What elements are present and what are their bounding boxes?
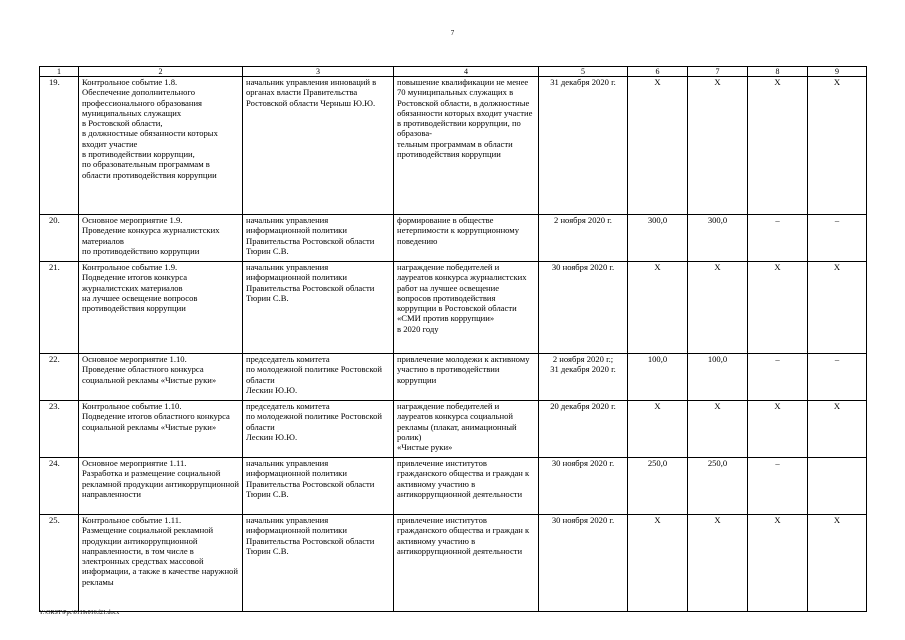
header-cell: 3 [243,67,394,77]
value-cell: 300,0 [628,215,688,262]
value-cell: X [628,77,688,215]
value-cell: X [808,262,867,354]
date-cell: 31 декабря 2020 г. [539,77,628,215]
value-cell: X [628,262,688,354]
responsible-cell: председатель комитета по молодежной политике Ростовской области Лескин Ю.Ю. [243,401,394,458]
responsible-cell: начальник управления информационной политики Правительства Ростовской области Тюрин С.В. [243,458,394,515]
header-cell: 7 [688,67,748,77]
result-cell: привлечение институтов гражданского общества и граждан к активному участию в антикоррупционной деятельности [394,458,539,515]
value-cell: – [748,215,808,262]
result-cell: привлечение молодежи к активному участию в противодействии коррупции [394,354,539,401]
result-cell: повышение квалификации не менее 70 муниципальных служащих в Ростовской области, в должностные обязанности которых входит участие в противодействии коррупции, по образова- тельным программам в области противодействия коррупции [394,77,539,215]
header-cell: 6 [628,67,688,77]
value-cell: – [748,354,808,401]
value-cell: X [688,515,748,612]
row-number: 23. [40,401,79,458]
table-row [40,458,867,515]
value-cell: X [748,77,808,215]
header-cell: 1 [40,67,79,77]
value-cell: X [628,515,688,612]
row-number: 21. [40,262,79,354]
table-row [40,215,867,262]
header-cell: 9 [808,67,867,77]
value-cell: X [688,77,748,215]
measures-table [39,66,867,612]
date-cell: 30 ноября 2020 г. [539,262,628,354]
value-cell: X [808,77,867,215]
responsible-cell: начальник управления информационной политики Правительства Ростовской области Тюрин С.В. [243,262,394,354]
value-cell: X [748,515,808,612]
result-cell: привлечение институтов гражданского общества и граждан к активному участию в антикоррупционной деятельности [394,515,539,612]
value-cell: X [688,401,748,458]
date-cell: 2 ноября 2020 г.; 31 декабря 2020 г. [539,354,628,401]
table-row [40,354,867,401]
table-row [40,262,867,354]
header-cell: 8 [748,67,808,77]
responsible-cell: председатель комитета по молодежной политике Ростовской области Лескин Ю.Ю. [243,354,394,401]
value-cell: – [808,215,867,262]
date-cell: 2 ноября 2020 г. [539,215,628,262]
value-cell [808,458,867,515]
date-cell: 30 ноября 2020 г. [539,515,628,612]
table-header-row [40,67,867,77]
result-cell: формирование в обществе нетерпимости к коррупционному поведению [394,215,539,262]
value-cell: X [688,262,748,354]
value-cell: 100,0 [628,354,688,401]
value-cell: 250,0 [628,458,688,515]
page-number: 7 [450,29,455,37]
responsible-cell: начальник управления информационной политики Правительства Ростовской области Тюрин С.В. [243,215,394,262]
event-cell: Контрольное событие 1.11. Размещение социальной рекламной продукции антикоррупционной направленности, в том числе в электронных средствах массовой информации, а также в качестве наружной рекламы [79,515,243,612]
table-row [40,77,867,215]
value-cell: X [808,401,867,458]
event-cell: Основное мероприятие 1.9. Проведение конкурса журналистских материалов по противодействию коррупции [79,215,243,262]
value-cell: X [748,262,808,354]
date-cell: 30 ноября 2020 г. [539,458,628,515]
value-cell: X [748,401,808,458]
event-cell: Основное мероприятие 1.10. Проведение областного конкурса социальной рекламы «Чистые руки» [79,354,243,401]
value-cell: X [628,401,688,458]
value-cell: 300,0 [688,215,748,262]
row-number: 19. [40,77,79,215]
row-number: 25. [40,515,79,612]
event-cell: Контрольное событие 1.9. Подведение итогов конкурса журналистских материалов на лучшее освещение вопросов противодействия коррупции [79,262,243,354]
event-cell: Контрольное событие 1.10. Подведение итогов областного конкурса социальной рекламы «Чистые руки» [79,401,243,458]
value-cell: 100,0 [688,354,748,401]
table-row [40,515,867,612]
date-cell: 20 декабря 2020 г. [539,401,628,458]
value-cell: X [808,515,867,612]
row-number: 24. [40,458,79,515]
result-cell: награждение победителей и лауреатов конкурса журналистских работ на лучшее освещение вопросов противодействия коррупции в Ростовской области «СМИ против коррупции» в 2020 году [394,262,539,354]
responsible-cell: начальник управления инноваций в органах власти Правительства Ростовской области Черныш Ю.Ю. [243,77,394,215]
event-cell: Контрольное событие 1.8. Обеспечение дополнительного профессионального образования муниципальных служащих в Ростовской области, в должностные обязанности которых входит участие в противодействии коррупции, по образовательным программам в области противодействия коррупции [79,77,243,215]
header-cell: 4 [394,67,539,77]
row-number: 22. [40,354,79,401]
value-cell: – [808,354,867,401]
responsible-cell: начальник управления информационной политики Правительства Ростовской области Тюрин С.В. [243,515,394,612]
value-cell: 250,0 [688,458,748,515]
header-cell: 2 [79,67,243,77]
table-row [40,401,867,458]
row-number: 20. [40,215,79,262]
event-cell: Основное мероприятие 1.11. Разработка и размещение социальной рекламной продукции антикоррупционной направленности [79,458,243,515]
header-cell: 5 [539,67,628,77]
result-cell: награждение победителей и лауреатов конкурса социальной рекламы (плакат, анимационный ролик) «Чистые руки» [394,401,539,458]
file-path-footer: Y:\ORST\Ppc\0119r016.f21.docx [39,610,120,616]
value-cell: – [748,458,808,515]
